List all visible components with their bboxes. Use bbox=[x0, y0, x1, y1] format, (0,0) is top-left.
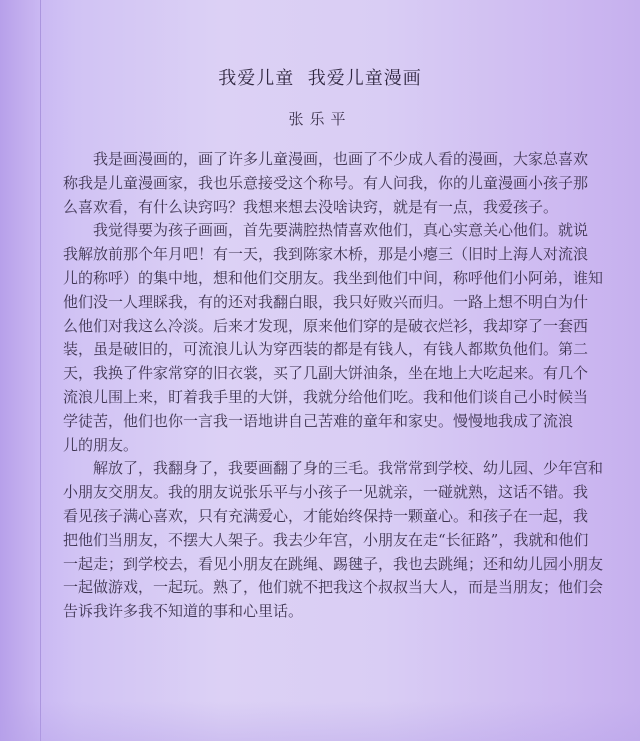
text-line: 我解放前那个年月吧！有一天，我到陈家木桥，那是小瘪三（旧时上海人对流浪 bbox=[63, 245, 589, 264]
text-line: 天，我换了件家常穿的旧衣裳，买了几副大饼油条，坐在地上大吃起来。有几个 bbox=[63, 364, 589, 383]
text-line: 一起做游戏，一起玩。熟了，他们就不把我这个叔叔当大人，而是当朋友；他们会 bbox=[63, 578, 603, 597]
article-body bbox=[63, 148, 603, 624]
text-line: 一起走；到学校去，看见小朋友在跳绳、踢毽子，我也去跳绳；还和幼儿园小朋友 bbox=[63, 554, 603, 573]
text-line: 称我是儿童漫画家，我也乐意接受这个称号。有人问我，你的儿童漫画小孩子那 bbox=[63, 173, 589, 192]
text-line: 学徒苦，他们也你一言我一语地讲自己苦难的童年和家史。慢慢地我成了流浪 bbox=[63, 411, 574, 430]
text-line: 儿的称呼）的集中地，想和他们交朋友。我坐到他们中间，称呼他们小阿弟，谁知 bbox=[63, 268, 603, 287]
text-line: 我是画漫画的，画了许多儿童漫画，也画了不少成人看的漫画，大家总喜欢 bbox=[63, 150, 589, 168]
text-line: 流浪儿围上来，盯着我手里的大饼，我就分给他们吃。我和他们谈自己小时候当 bbox=[63, 387, 589, 406]
article-title: 我爱儿童 我爱儿童漫画 bbox=[218, 68, 422, 89]
text-line: 么喜欢看，有什么诀窍吗？我想来想去没啥诀窍，就是有一点，我爱孩子。 bbox=[63, 197, 559, 216]
text-line: 儿的朋友。 bbox=[63, 435, 139, 454]
text-line: 么他们对我这么冷淡。后来才发现，原来他们穿的是破衣烂衫，我却穿了一套西 bbox=[63, 316, 589, 335]
text-line: 解放了，我翻身了，我要画翻了身的三毛。我常常到学校、幼儿园、少年宫和 bbox=[63, 459, 603, 478]
text-line: 装，虽是破旧的，可流浪儿认为穿西装的都是有钱人，有钱人都欺负他们。第二 bbox=[63, 340, 589, 359]
text-line: 小朋友交朋友。我的朋友说张乐平与小孩子一见就亲，一碰就熟，这话不错。我 bbox=[63, 483, 589, 502]
text-line: 把他们当朋友，不摆大人架子。我去少年宫，小朋友在走“长征路”，我就和他们 bbox=[63, 530, 589, 549]
text-line: 告诉我许多我不知道的事和心里话。 bbox=[63, 602, 304, 621]
text-line: 我觉得要为孩子画画，首先要满腔热情喜欢他们，真心实意关心他们。就说 bbox=[63, 221, 589, 240]
page-bottom-shadow bbox=[0, 701, 640, 741]
article-author: 张乐平 bbox=[288, 110, 352, 128]
text-line: 他们没一人理睬我，有的还对我翻白眼，我只好败兴而归。一路上想不明白为什 bbox=[63, 292, 589, 311]
text-line: 看见孩子满心喜欢，只有充满爱心，才能始终保持一颗童心。和孩子在一起，我 bbox=[63, 506, 589, 525]
